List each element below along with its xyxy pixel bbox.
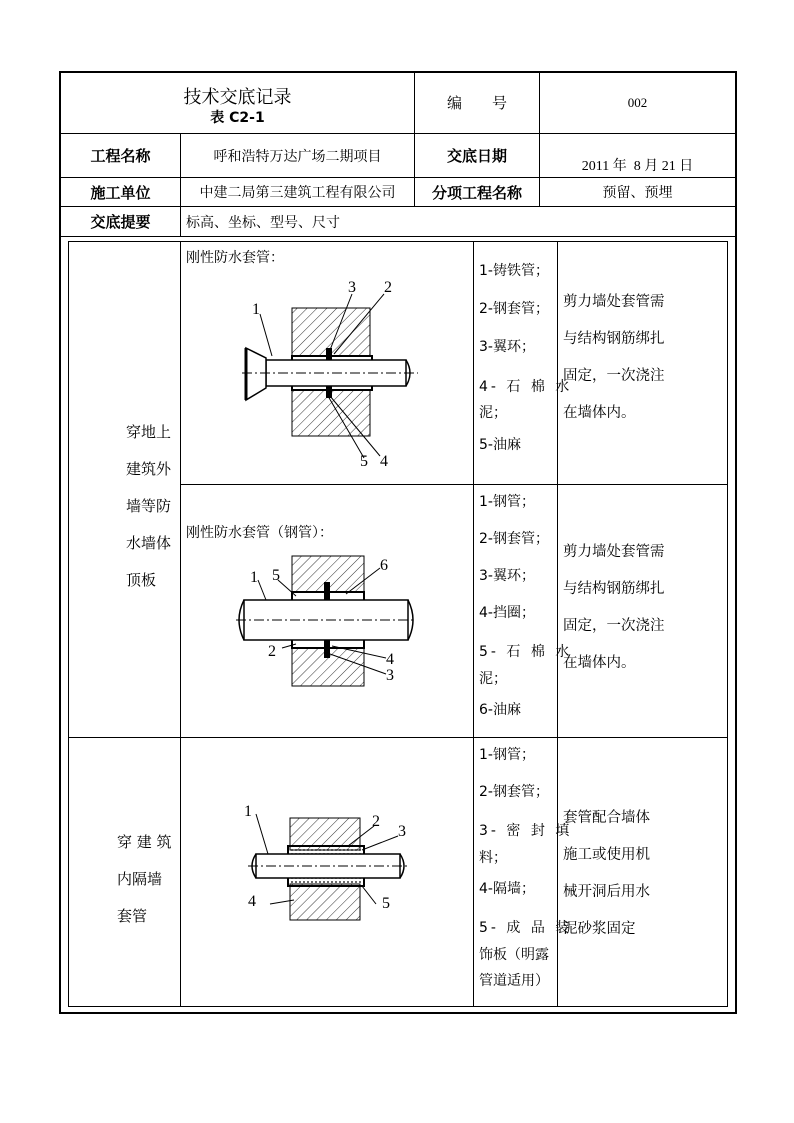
note-line: 械开洞后用水	[563, 884, 650, 900]
category-line: 内隔墙	[117, 870, 163, 888]
rigid-waterproof-sleeve-steel-diagram	[236, 552, 416, 692]
item2-note	[563, 534, 665, 682]
legend-item: 1-钢管；	[479, 494, 535, 510]
callout-1: 1	[244, 803, 252, 820]
item2-title: 刚性防水套管（钢管）：	[186, 525, 333, 541]
legend-item: 泥；	[479, 671, 507, 687]
legend-item: 5- 成 品 装	[479, 920, 573, 936]
legend-item: 2-钢套管；	[479, 301, 549, 317]
subproject-label: 分项工程名称	[431, 183, 522, 202]
category-line: 建筑外	[126, 460, 172, 478]
item1-legend	[479, 252, 573, 464]
note-line: 剪力墙处套管需	[563, 544, 665, 560]
legend-item: 6-油麻	[479, 702, 521, 718]
item1-note	[563, 284, 665, 432]
callout-5: 5	[382, 895, 390, 912]
category-line: 套管	[117, 907, 148, 925]
item2-legend	[479, 484, 573, 729]
note-line: 施工或使用机	[563, 847, 650, 863]
section2-legend	[479, 737, 573, 994]
callout-4: 4	[380, 453, 388, 470]
legend-item: 饰板（明露	[479, 947, 549, 963]
unit-label: 施工单位	[90, 183, 151, 202]
callout-2: 2	[268, 643, 276, 660]
section1-category	[126, 414, 171, 599]
rigid-waterproof-sleeve-diagram	[240, 276, 420, 472]
note-line: 剪力墙处套管需	[563, 294, 665, 310]
callout-3: 3	[386, 667, 394, 684]
legend-item: 4-隔墙；	[479, 881, 535, 897]
legend-item: 3-翼环；	[479, 568, 535, 584]
callout-4: 4	[248, 893, 256, 910]
legend-item: 2-钢套管；	[479, 784, 549, 800]
category-line: 穿 建 筑	[117, 833, 172, 851]
legend-item: 5-油麻	[479, 437, 521, 453]
callout-2: 2	[384, 279, 392, 296]
legend-item: 3-翼环；	[479, 339, 535, 355]
section2-category	[117, 824, 172, 935]
legend-item: 1-铸铁管；	[479, 263, 549, 279]
date-label: 交底日期	[446, 147, 507, 165]
section2-note	[563, 800, 650, 948]
note-line: 固定，一次浇注	[563, 618, 665, 634]
category-line: 水墙体	[126, 534, 172, 552]
callout-5: 5	[272, 567, 280, 584]
legend-item: 3- 密 封 填	[479, 823, 573, 839]
number-value: 002	[627, 94, 648, 110]
callout-1: 1	[250, 569, 258, 586]
unit-value: 中建二局第三建筑工程有限公司	[199, 185, 396, 201]
legend-item: 料；	[479, 850, 507, 866]
note-line: 与结构钢筋绑扎	[563, 581, 665, 597]
project-label: 工程名称	[90, 147, 151, 165]
document-title: 技术交底记录	[183, 87, 292, 108]
callout-6: 6	[380, 557, 388, 574]
legend-item: 管道适用）	[479, 973, 549, 989]
legend-item: 5- 石 棉 水	[479, 644, 573, 660]
legend-item: 4- 石 棉 水	[479, 379, 573, 395]
note-line: 在墙体内。	[563, 405, 636, 421]
note-line: 在墙体内。	[563, 655, 636, 671]
callout-5: 5	[360, 453, 368, 470]
callout-3: 3	[398, 823, 406, 840]
legend-item: 泥；	[479, 405, 507, 421]
category-line: 墙等防	[126, 497, 172, 515]
category-line: 穿地上	[126, 423, 172, 441]
legend-item: 2-钢套管；	[479, 531, 549, 547]
legend-item: 1-钢管；	[479, 747, 535, 763]
callout-2: 2	[372, 813, 380, 830]
callout-4: 4	[386, 651, 394, 668]
item1-title: 刚性防水套管：	[186, 250, 284, 266]
number-label: 编 号	[446, 94, 507, 112]
internal-partition-sleeve-diagram	[238, 800, 418, 930]
callout-3: 3	[348, 279, 356, 296]
project-value: 呼和浩特万达广场二期项目	[213, 148, 382, 165]
subproject-value: 预留、预埋	[602, 185, 673, 201]
legend-item: 4-挡圈；	[479, 605, 535, 621]
form-code: 表 C2-1	[210, 110, 265, 126]
callout-1: 1	[252, 301, 260, 318]
category-line: 顶板	[126, 571, 157, 589]
note-line: 套管配合墙体	[563, 810, 650, 826]
note-line: 固定，一次浇注	[563, 368, 665, 384]
note-line: 泥砂浆固定	[563, 921, 636, 937]
summary-value: 标高、坐标、型号、尺寸	[186, 214, 340, 231]
date-value: 2011 年 8 月 21 日	[581, 158, 694, 174]
summary-label: 交底提要	[90, 213, 151, 231]
note-line: 与结构钢筋绑扎	[563, 331, 665, 347]
